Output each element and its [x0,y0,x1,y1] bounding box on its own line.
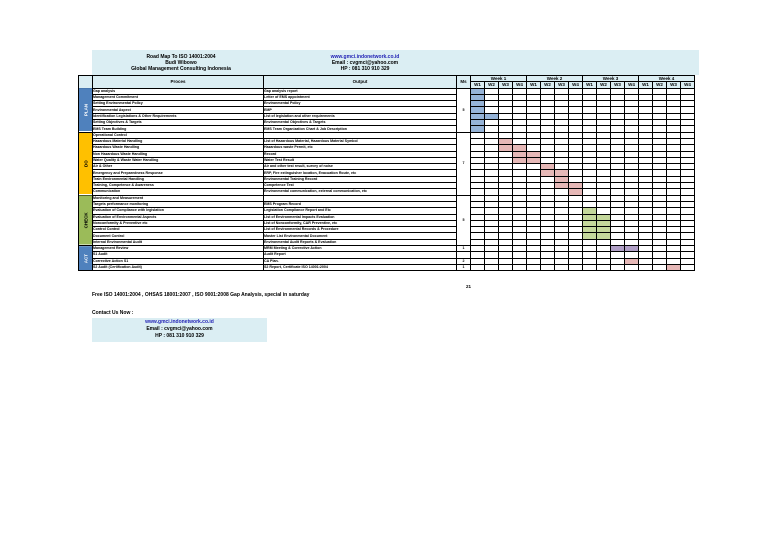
header-company: Global Management Consulting Indonesia [131,66,231,72]
output-cell: List of Environmental Impacts Evaluation [264,214,457,220]
output-cell: List of Nonconformity, CAR Preventive, etc [264,220,457,226]
output-cell: ERP, Fire extinguisher location, Evacuation Route, etc [264,170,457,176]
week-header: W1 [583,82,597,88]
process-cell: Communication [93,189,264,195]
output-cell: EMS Program Record [264,201,457,207]
header-email: Email : cvgmci@yahoo.com [331,60,399,66]
week-header: W3 [667,82,681,88]
process-cell: Gap analysis [93,88,264,94]
month-header: Week 4 [639,76,695,82]
schedule-cell [555,264,569,270]
process-column-header: Proces [93,76,264,89]
output-cell: EMP [264,107,457,113]
output-cell: CA Plan. [264,258,457,264]
process-cell: Evaluation of Environmental Aspects [93,214,264,220]
schedule-cell [597,264,611,270]
process-cell: Evaluation of Compliance with legislation [93,208,264,214]
contact-label: Contact Us Now : [92,310,134,316]
output-cell: EMS Team Organization Chart & Job Description [264,126,457,132]
week-header: W1 [527,82,541,88]
week-header: W3 [555,82,569,88]
output-cell: Legislation Compliance Report and Etc [264,208,457,214]
schedule-cell [485,264,499,270]
count-cell: 7 [457,132,471,195]
process-cell: Emergency and Preparedness Response [93,170,264,176]
output-cell: Gap analysis report [264,88,457,94]
week-header: W4 [569,82,583,88]
process-cell: Nonconformity & Preventive etc [93,220,264,226]
contact-phone: HP : 081 310 910 329 [155,333,204,339]
week-header: W4 [625,82,639,88]
output-cell: List of Hazardous Material, Hazardous Material Symbol [264,138,457,144]
week-header: W3 [611,82,625,88]
header-contact-block [270,54,460,72]
count-cell: 5 [457,195,471,245]
phase-label: ACT [79,246,93,271]
week-header: W3 [499,82,513,88]
week-header: W2 [485,82,499,88]
contact-email: Email : cvgmci@yahoo.com [146,326,213,332]
contact-block [92,319,267,340]
output-cell: Environmental Policy [264,101,457,107]
output-cell: S2 Report, Certificate ISO 14001:2004 [264,264,457,270]
month-header: Week 1 [471,76,527,82]
output-cell: Hazardous waste Permit, etc [264,145,457,151]
process-cell: Control Control [93,227,264,233]
output-cell: Environmental Audit Reports & Evaluation [264,239,457,245]
header-phone: HP : 081 310 910 329 [340,66,390,72]
schedule-cell [569,264,583,270]
process-cell: Non Hazardous Waste Handling [93,151,264,157]
schedule-cell [541,264,555,270]
process-cell: Document Control [93,233,264,239]
count-cell: 1 [457,246,471,252]
schedule-cell [583,264,597,270]
week-header: W1 [639,82,653,88]
process-cell: Monitoring and Measurement [93,195,264,201]
output-cell: Competence Test [264,183,457,189]
month-header: Week 3 [583,76,639,82]
process-cell: S1 Audit [93,252,264,258]
week-header: W4 [681,82,695,88]
process-cell: Targets performance monitoring [93,201,264,207]
output-cell: Air and other test result, survey of noise [264,164,457,170]
process-cell: Train Environmental Handling [93,176,264,182]
week-header: W4 [513,82,527,88]
output-cell: Environmental Objectives & Targets [264,120,457,126]
process-cell: Operational Control [93,132,264,138]
schedule-cell [653,264,667,270]
schedule-cell [667,264,681,270]
output-cell: MRM Meeting & Corrective Action [264,246,457,252]
process-cell: Setting Environmental Policy [93,101,264,107]
count-cell: 1 [457,264,471,270]
output-cell: Letter of EMS appointment [264,94,457,100]
roadmap-table [78,75,695,271]
schedule-cell [611,264,625,270]
output-column-header: Output [264,76,457,89]
schedule-cell [625,264,639,270]
schedule-cell [499,264,513,270]
process-cell: Hazardous Waste Handling [93,145,264,151]
process-cell: Identification Legislations & Other Requirements [93,113,264,119]
contact-website-link[interactable]: www.gmci.indonetwork.co.id [145,319,214,325]
week-header: W2 [541,82,555,88]
table-row [79,264,695,270]
free-gap-analysis-note: Free ISO 14001:2004 , OHSAS 18001:2007 , ISO 9001:2008 Gap Analysis, special in saturday [92,292,310,298]
schedule-cell [639,264,653,270]
total-count: 21 [466,284,472,289]
process-cell: Air & Other [93,164,264,170]
count-cell: 2 [457,258,471,264]
output-cell: List of legislation and other requirements [264,113,457,119]
week-header: W1 [471,82,485,88]
output-cell: Environmental communication, external communication, etc [264,189,457,195]
schedule-cell [471,264,485,270]
output-cell: Audit Report [264,252,457,258]
process-cell: Setting Objectives & Targets [93,120,264,126]
phase-label: PLAN [79,88,93,132]
process-cell: Water Quality & Waste Water Handling [93,157,264,163]
header-author: Budi Wibowo [165,60,197,66]
process-cell: Corrective Action S1 [93,258,264,264]
header-title: Road Map To ISO 14001:2004 [146,54,216,60]
process-cell: Hazardous Material Handling [93,138,264,144]
header-title-block [92,54,270,72]
count-column-header: Ms [457,76,471,89]
schedule-cell [681,264,695,270]
month-header: Week 2 [527,76,583,82]
header-website-link[interactable]: www.gmci.indonetwork.co.id [330,54,400,60]
schedule-cell [513,264,527,270]
phase-label: CHECK [79,195,93,245]
week-header: W2 [653,82,667,88]
phase-header [79,76,93,89]
output-cell: Environmental Training Record [264,176,457,182]
output-cell: Record [264,151,457,157]
phase-label: DO [79,132,93,195]
output-cell: Water Test Result [264,157,457,163]
process-cell: Training, Competence & Awareness [93,183,264,189]
output-cell: List of Environmental Records & Procedure [264,227,457,233]
process-cell: Environmental Aspect [93,107,264,113]
schedule-cell [527,264,541,270]
output-cell: Master List Environmental Document [264,233,457,239]
week-header: W2 [597,82,611,88]
process-cell: Management Commitment [93,94,264,100]
process-cell: S2 Audit (Certification Audit) [93,264,264,270]
process-cell: Management Review [93,246,264,252]
process-cell: Internal Environmental Audit [93,239,264,245]
process-cell: EMS Team Building [93,126,264,132]
count-cell: 5 [457,88,471,132]
